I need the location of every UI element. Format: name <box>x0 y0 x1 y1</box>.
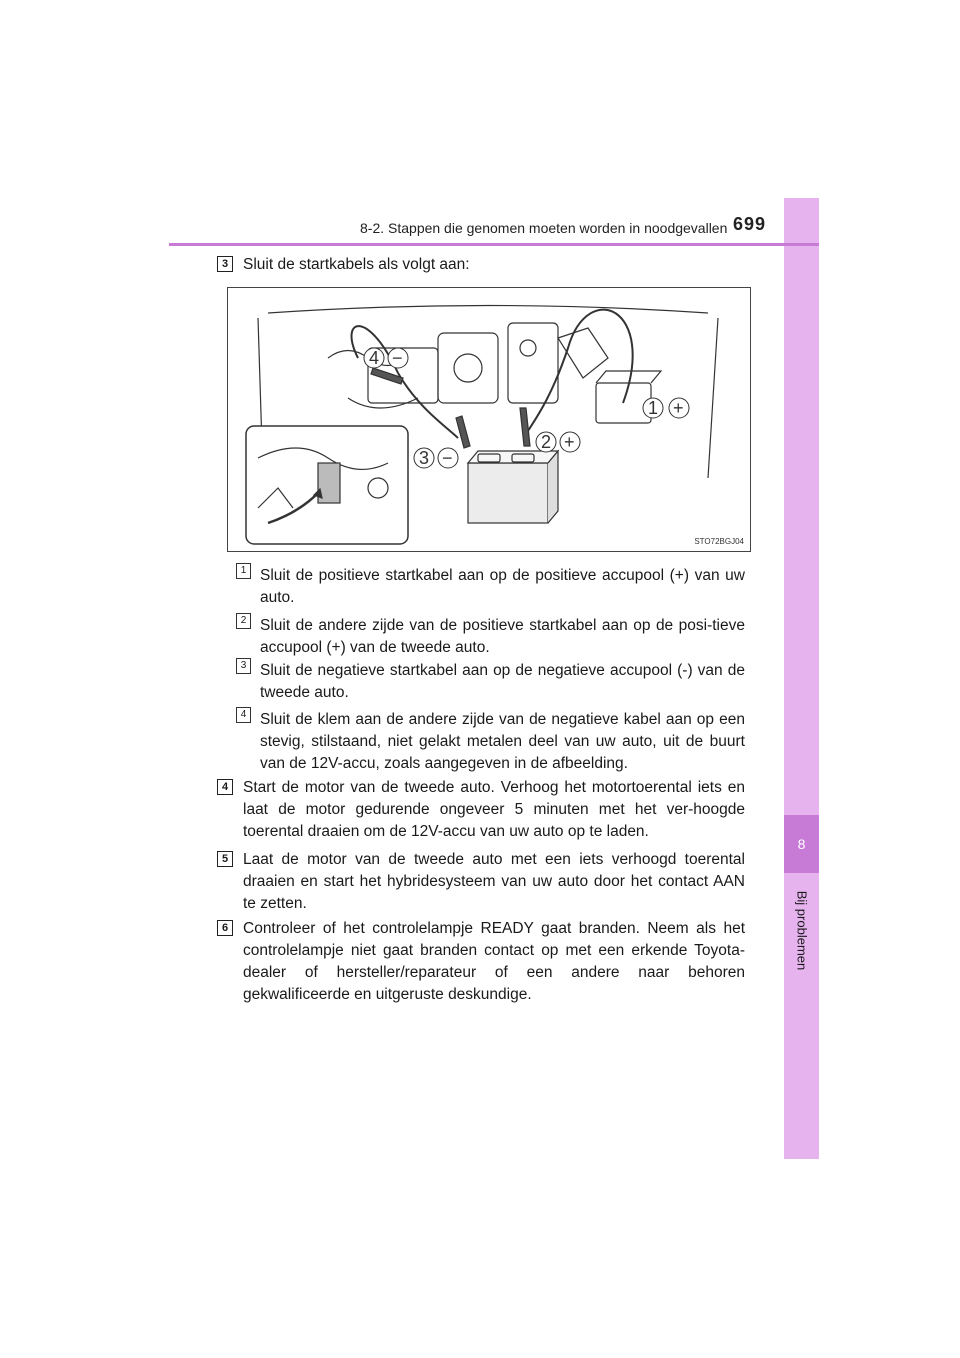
page-number: 699 <box>733 214 767 234</box>
callout-2-sign: + <box>564 432 575 452</box>
step-number-badge: 5 <box>217 851 233 867</box>
callout-1-sign: + <box>673 398 684 418</box>
substep-number-badge: 3 <box>236 658 251 674</box>
callout-2-number: 2 <box>541 432 552 452</box>
chapter-side-tab <box>784 198 819 1159</box>
callout-4-number: 4 <box>369 348 380 368</box>
substep-text: Sluit de negatieve startkabel aan op de negatieve accupool (-) van de tweede auto. <box>260 662 745 701</box>
step-number-badge: 4 <box>217 779 233 795</box>
callout-3-number: 3 <box>419 448 430 468</box>
section-title: 8-2. Stappen die genomen moeten worden in noodgevallen <box>360 220 728 236</box>
callout-3 <box>414 448 458 468</box>
substep-text: Sluit de andere zijde van de positieve startkabel aan op de posi-tieve accupool (+) van de tweede auto. <box>260 617 745 656</box>
substep-text: Sluit de positieve startkabel aan op de positieve accupool (+) van uw auto. <box>260 567 745 606</box>
step-number-badge: 6 <box>217 920 233 936</box>
step-text: Start de motor van de tweede auto. Verhoog het motortoerental iets en laat de motor gedurende ongeveer 5 minuten met het ver-hoogde toerental draaien om de 12V-accu van uw auto op te laden. <box>243 779 745 840</box>
callout-2 <box>536 432 580 452</box>
substep-number-badge: 1 <box>236 563 251 579</box>
callout-1-number: 1 <box>648 398 659 418</box>
callout-4-sign: − <box>392 348 403 368</box>
step-text: Sluit de startkabels als volgt aan: <box>243 256 470 273</box>
step-text: Controleer of het controlelampje READY gaat branden. Neem als het controlelampje niet gaat branden contact op met een erkende Toyota-dealer of hersteller/reparateur of een andere naar behoren gekwalificeerde en uitgeruste deskundige. <box>243 920 745 1003</box>
step-text: Laat de motor van de tweede auto met een iets verhoogd toerental draaien en start het hybridesysteem van uw auto door het contact AAN te zetten. <box>243 851 745 912</box>
engine-bay-drawing <box>228 288 750 551</box>
callout-3-sign: − <box>442 448 453 468</box>
step-number-badge: 3 <box>217 256 233 272</box>
chapter-label: Bij problemen <box>794 890 810 970</box>
substep-number-badge: 4 <box>236 707 251 723</box>
chapter-label-wrap <box>793 885 811 975</box>
substep-text: Sluit de klem aan de andere zijde van de negatieve kabel aan op een stevig, stilstaand, niet gelakt metalen deel van uw auto, uit de buurt van de 12V-accu, zoals aangegeven in de afbeelding. <box>260 711 745 772</box>
header-divider <box>169 243 819 246</box>
callout-1 <box>643 398 689 418</box>
chapter-number: 8 <box>784 815 819 873</box>
jump-start-illustration <box>227 287 751 552</box>
substep-number-badge: 2 <box>236 613 251 629</box>
figure-code: STO72BGJ04 <box>694 537 744 546</box>
